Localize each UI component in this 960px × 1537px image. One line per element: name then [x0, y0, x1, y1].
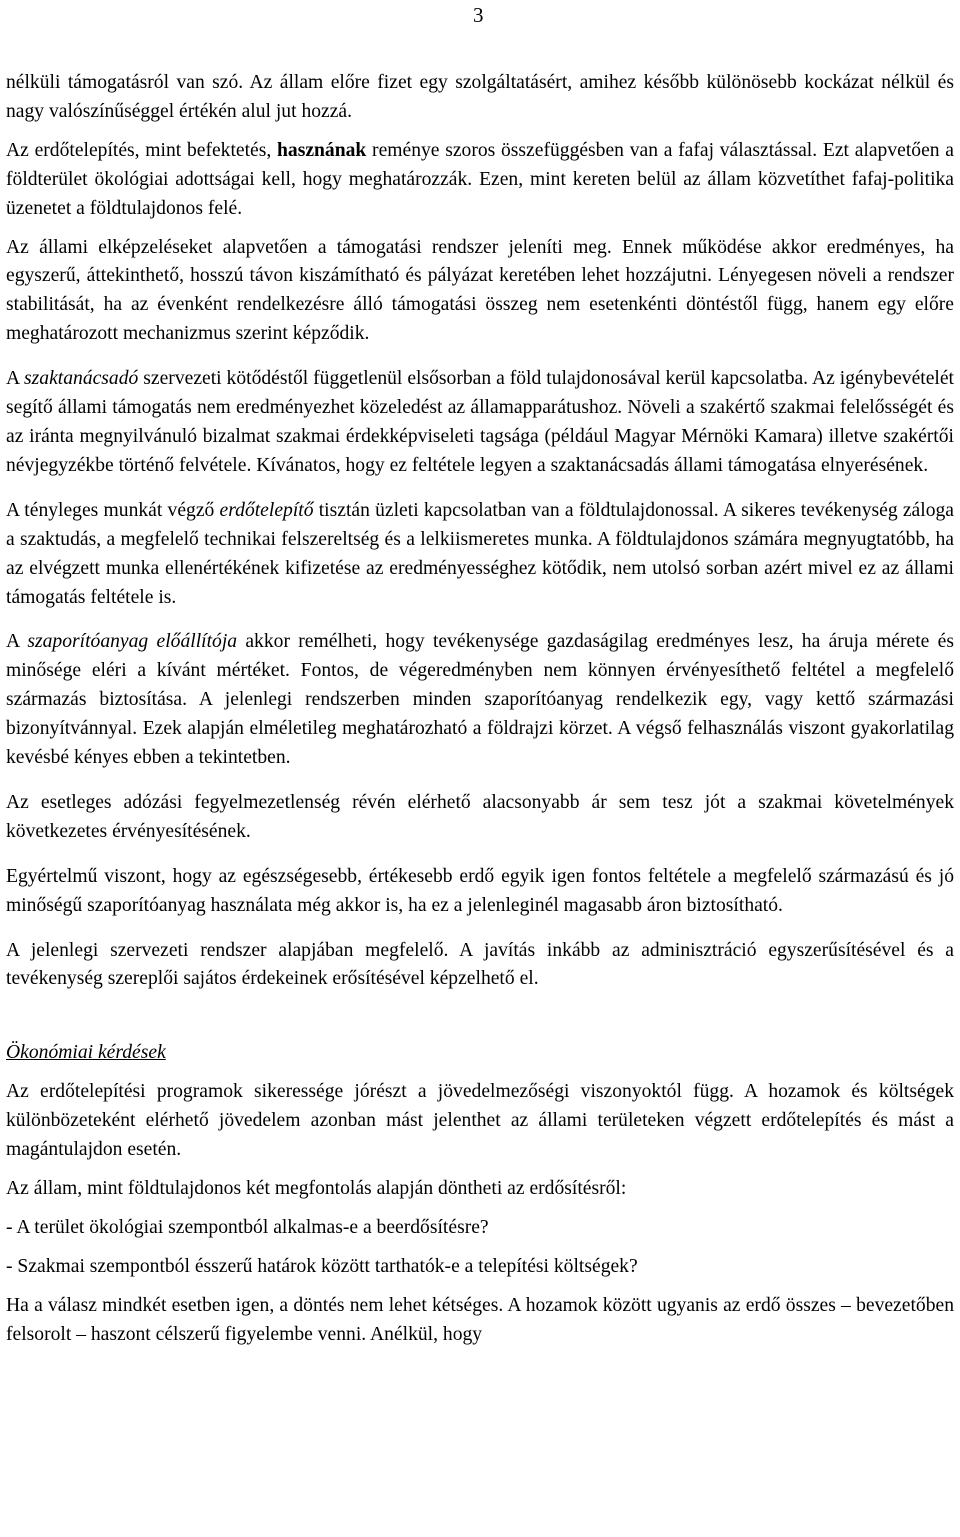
paragraph-2-text-b: reménye szoros összefüggésben van a fafaj választással. Ezt alapvetően a földterület ökológiai adottságai kell, hogy meghatározzák. [6, 139, 954, 190]
paragraph-7: Az esetleges adózási fegyelmezetlenség révén elérhető alacsonyabb ár sem tesz jót a szakmai követelmények következetes érvényesítésének. [6, 791, 954, 842]
paragraph-10: Az erdőtelepítési programok sikeressége jórészt a jövedelmezőségi viszonyoktól függ. A hozamok és költségek különbözeteként elérhető jövedelem azonban mást jelenthet az állami területeken végzett erdőtelepítés és mást a magántulajdon esetén. [6, 1081, 954, 1161]
page-number: 3 [473, 3, 484, 27]
paragraph-9: A jelenlegi szervezeti rendszer alapjában megfelelő. A javítás inkább az adminisztráció egyszerűsítésével és a tevékenység szereplői sajátos érdekeinek erősítésével képzelhető el. [6, 939, 954, 990]
paragraph-5-italic: erdőtelepítő [219, 499, 314, 521]
paragraph-5 [6, 497, 954, 613]
paragraph-1: nélküli támogatásról van szó. Az állam előre fizet egy szolgáltatásért, amihez később különösebb kockázat nélkül és nagy valószínűséggel értékén alul jut hozzá. [6, 72, 954, 122]
list-item-1: - A terület ökológiai szempontból alkalmas-e a beerdősítésre? [6, 1216, 489, 1238]
paragraph-4-text-a: A [6, 368, 25, 390]
list-item-2: - Szakmai szempontból ésszerű határok között tarthatók-e a telepítési költségek? [6, 1255, 638, 1277]
paragraph-6-text-a: A [6, 631, 28, 653]
paragraph-6 [6, 628, 954, 773]
paragraph-14: Ha a válasz mindkét esetben igen, a döntés nem lehet kétséges. A hozamok között ugyanis az erdő összes – bevezetőben felsorolt – haszont célszerű figyelembe venni. Anélkül, hogy [6, 1294, 954, 1345]
paragraph-2-text-c: Ezen, mint kereten belül az állam közvetíthet fafaj-politika üzenetet a földtulajdonos felé. [6, 168, 955, 219]
document-body [6, 69, 954, 1350]
paragraph-6-italic: szaporítóanyag előállítója [27, 631, 238, 653]
paragraph-3: Az állami elképzeléseket alapvetően a támogatási rendszer jeleníti meg. Ennek működése akkor eredményes, ha egyszerű, áttekinthető, hosszú távon kiszámítható és pályázat keretében lehet hozzájutni. Lényegesen növeli a rendszer stabilitását, ha az évenként rendelkezésre álló támogatási összeg nem esetenkénti döntéstől függ, hanem egy előre meghatározott mechanizmus szerint képződik. [6, 236, 954, 345]
section-heading: Ökonómiai kérdések [6, 1042, 166, 1064]
paragraph-4-text-b: szervezeti kötődéstől függetlenül elsősorban a föld tulajdonosával kerül kapcsolatba. Az igénybevételét segítő állami támogatás nem eredményezhet közeledést az államapparátushoz. Növeli a szakértő szakmai felelősségét és az iránta megnyilvánuló bizalmat szakmai érdekképviseleti tagsága (például Magyar Mérnöki Kamara) illetve szakértői névjegyzékbe történő felvétele. Kívánatos, hogy ez feltétele legyen a szaktanácsadás állami támogatása elnyerésének. [6, 368, 954, 476]
paragraph-5-text-b: tisztán üzleti kapcsolatban van a földtulajdonossal. A sikeres tevékenység záloga a szaktudás, a megfelelő technikai felszereltség és a lelkiismeretes munka. A földtulajdonos számára megnyugtatóbb, ha az elvégzett munka ellenértékének kifizetése az eredményességhez kötődik, nem utolsó sorban azért mivel ez az állami támogatás feltétele is. [6, 499, 954, 608]
paragraph-2-bold: hasznának [277, 139, 367, 161]
paragraph-4 [6, 365, 954, 481]
paragraph-5-text-a: A tényleges munkát végző [6, 499, 220, 521]
paragraph-4-italic: szaktanácsadó [24, 368, 139, 390]
paragraph-11: Az állam, mint földtulajdonos két megfontolás alapján döntheti az erdősítésről: [6, 1178, 627, 1199]
paragraph-6-text-b: akkor remélheti, hogy tevékenysége gazdaságilag eredményes lesz, ha áruja mérete és minősége eléri a kívánt mértéket. Fontos, de végeredményben nem könnyen érvényesíthető feltétel a megfelelő származás biztosítása. A jelenlegi rendszerben minden szaporítóanyag rendelkezik egy, vagy kettő származási bizonyítvánnyal. Ezek alapján elméletileg meghatározható a földrajzi körzet. A végső felhasználás viszont gyakorlatilag kevésbé kényes ebben a tekintetben. [6, 631, 954, 769]
paragraph-2 [6, 137, 954, 224]
paragraph-8: Egyértelmű viszont, hogy az egészségesebb, értékesebb erdő egyik igen fontos feltétele a megfelelő származású és jó minőségű szaporítóanyag használata még akkor is, ha ez a jelenleginél magasabb áron biztosítható. [6, 865, 954, 916]
paragraph-2-text-a: Az erdőtelepítés, mint befektetés, [6, 139, 277, 161]
